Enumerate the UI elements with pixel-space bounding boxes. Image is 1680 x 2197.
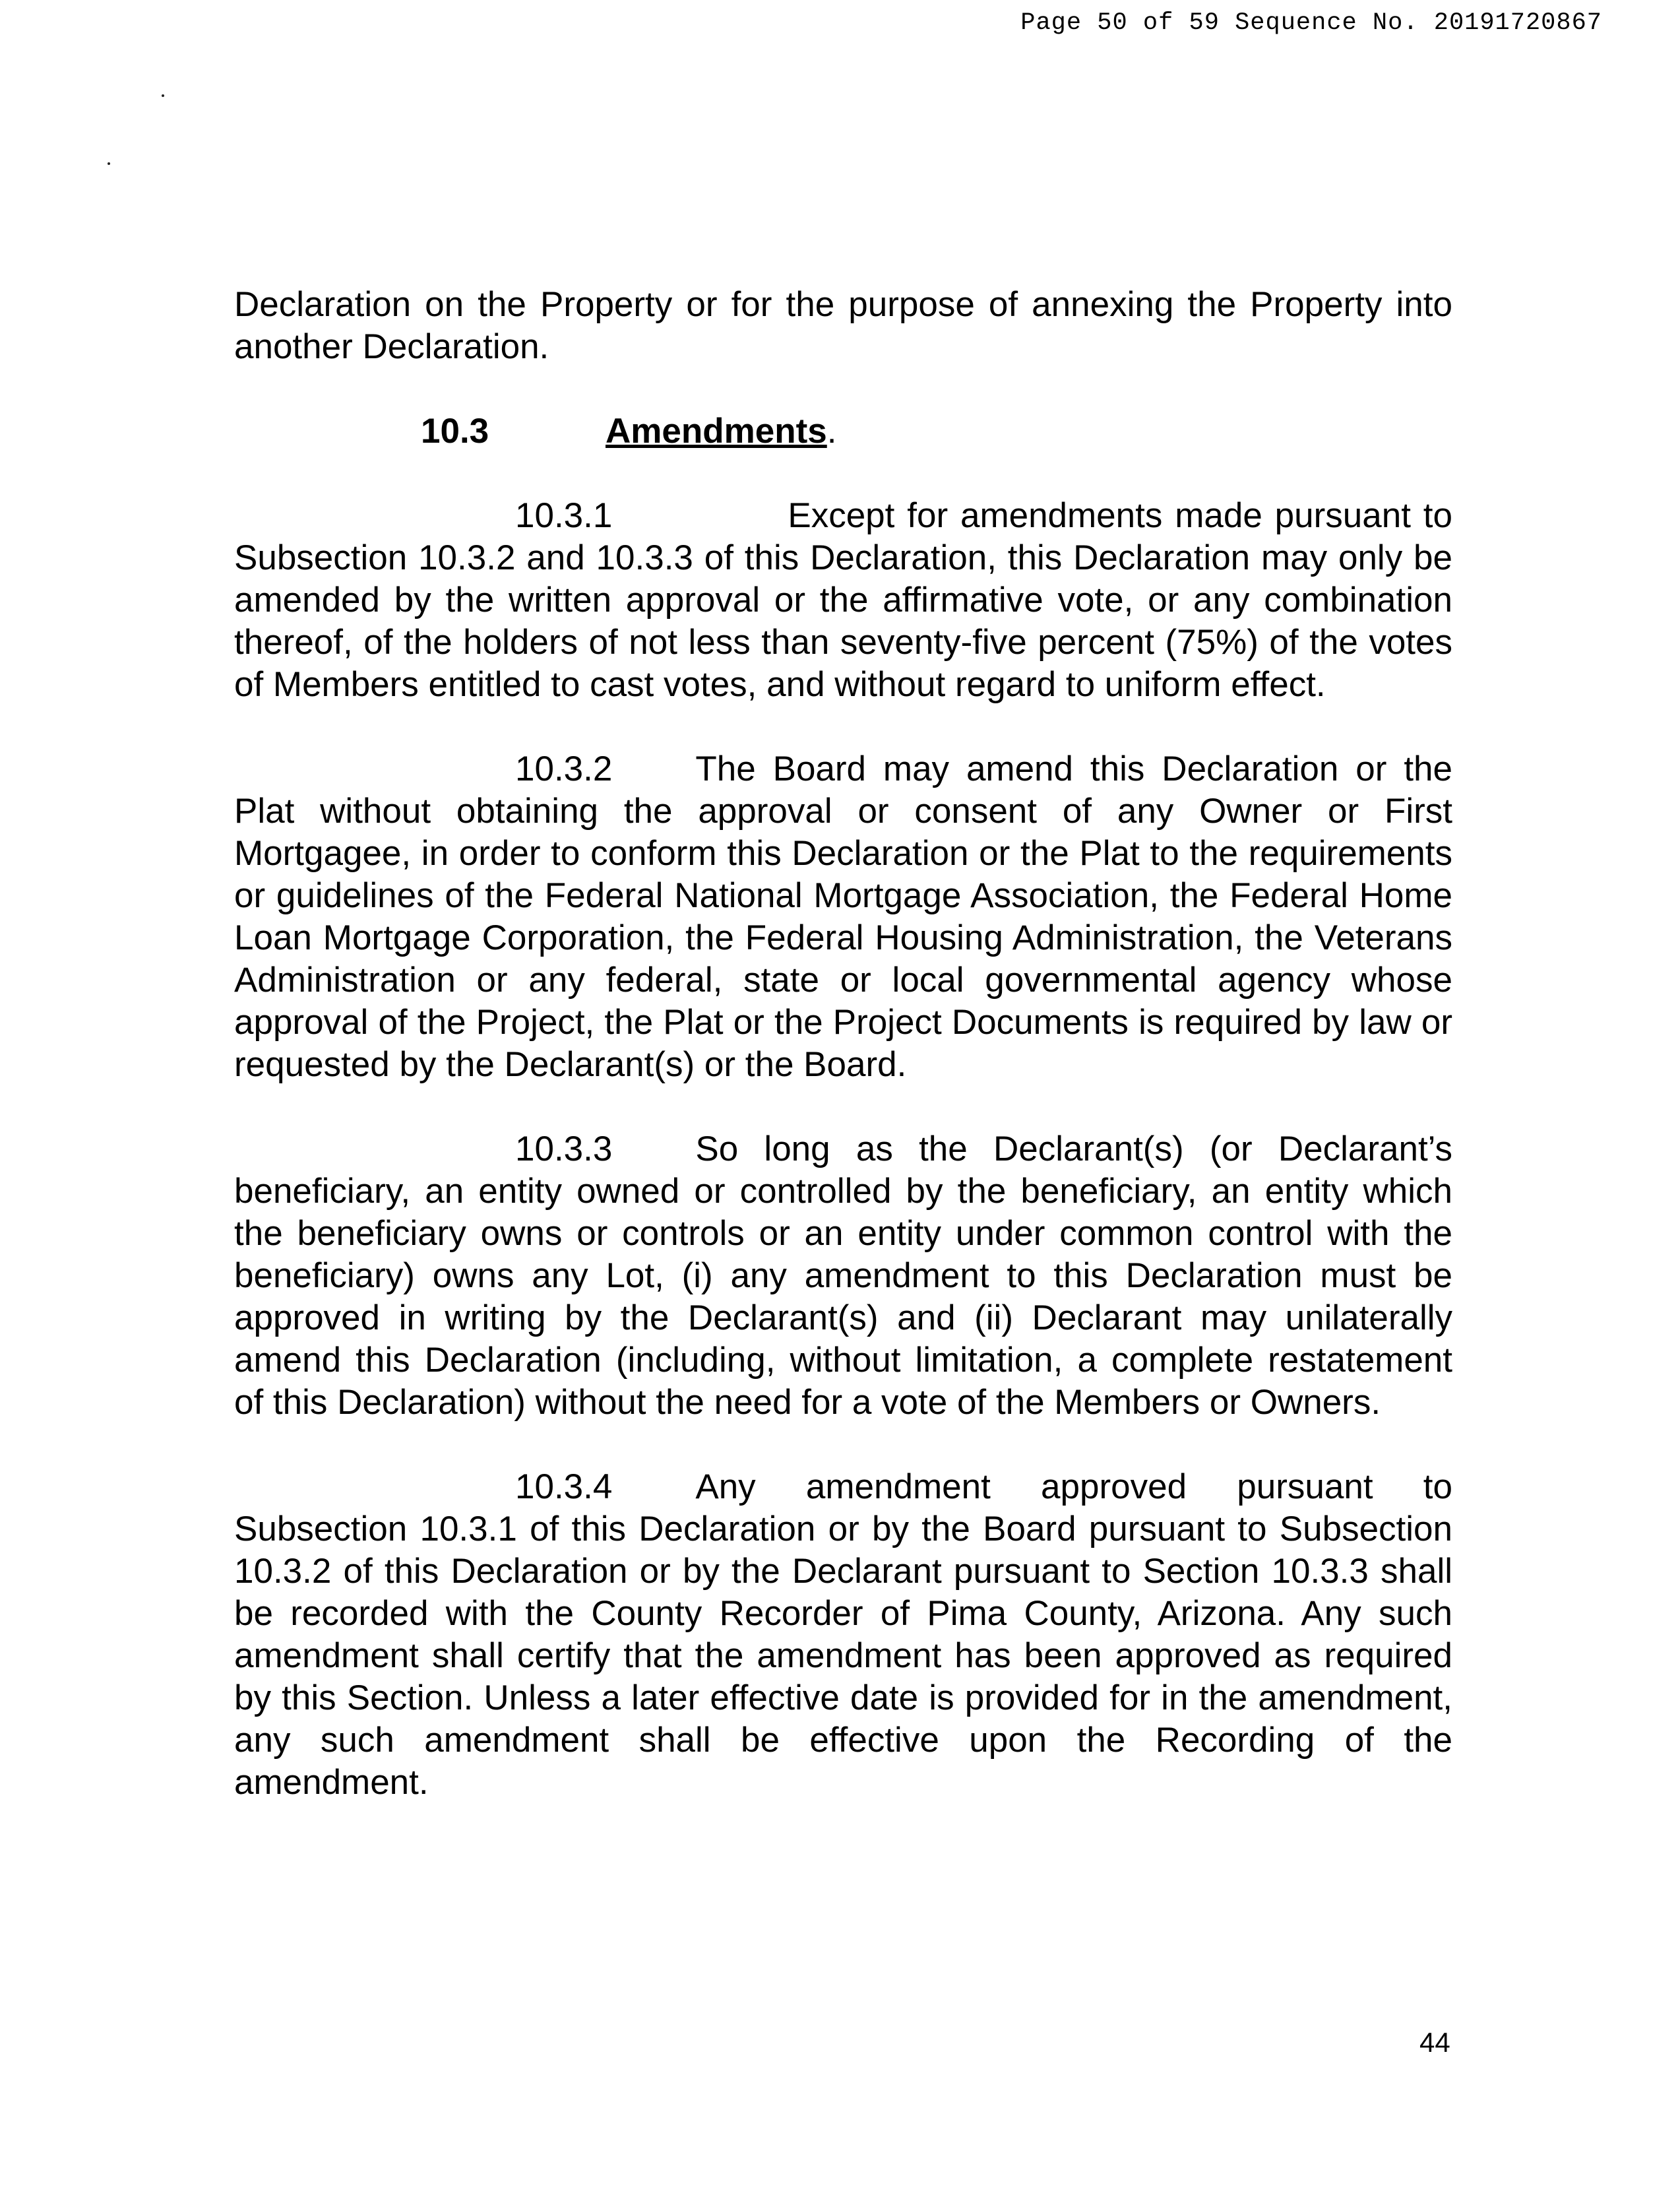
subsection-number: 10.3.3 — [515, 1130, 613, 1168]
subsection-text: The Board may amend this Declaration or the Plat without obtaining the approval or consent of any Owner or First Mortgagee, in order to conform this Declaration or the Plat to the requirements or guidelines of the Federal National Mortgage Association, the Federal Home Loan Mortgage Corporation, the Federal Housing Administration, the Veterans Administration or any federal, state or local governmental agency whose approval of the Project, the Plat or the Project Documents is required by law or requested by the Declarant(s) or the Board. — [234, 749, 1452, 1084]
subsection-paragraph — [234, 495, 1452, 706]
subsection-text: So long as the Declarant(s) (or Declarant’s beneficiary, an entity owned or controlled by the beneficiary, an entity which the beneficiary owns or controls or an entity under common control with the beneficiary) owns any Lot, (i) any amendment to this Declaration must be approved in writing by the Declarant(s) and (ii) Declarant may unilaterally amend this Declaration (including, without limitation, a complete restatement of this Declaration) without the need for a vote of the Members or Owners. — [234, 1130, 1452, 1422]
subsection-number: 10.3.2 — [515, 749, 613, 788]
subsection-paragraph — [234, 1466, 1452, 1804]
subsection-10-3-3 — [234, 1128, 1452, 1424]
scan-speck — [108, 162, 110, 165]
section-heading — [234, 410, 1452, 453]
subsection-number: 10.3.4 — [515, 1467, 613, 1506]
subsection-10-3-2 — [234, 748, 1452, 1086]
section-title-period: . — [826, 412, 837, 451]
page-sequence-stamp: Page 50 of 59 Sequence No. 20191720867 — [1020, 9, 1602, 37]
subsection-number: 10.3.1 — [515, 496, 613, 535]
page-number: 44 — [1419, 2027, 1450, 2058]
section-title: Amendments — [606, 412, 827, 451]
subsection-10-3-1 — [234, 495, 1452, 706]
scan-speck — [162, 94, 164, 97]
document-body — [234, 284, 1452, 1846]
section-number: 10.3 — [421, 412, 489, 451]
subsection-paragraph — [234, 748, 1452, 1086]
subsection-text: Except for amendments made pursuant to Subsection 10.3.2 and 10.3.3 of this Declaration, this Declaration may only be amended by the written approval or the affirmative vote, or any combination thereof, of the holders of not less than seventy-five percent (75%) of the votes of Members entitled to cast votes, and without regard to uniform effect. — [234, 496, 1452, 704]
subsection-text: Any amendment approved pursuant to Subsection 10.3.1 of this Declaration or by the Board pursuant to Subsection 10.3.2 of this Declaration or by the Declarant pursuant to Section 10.3.3 shall be recorded with the County Recorder of Pima County, Arizona. Any such amendment shall certify that the amendment has been approved as required by this Section. Unless a later effective date is provided for in the amendment, any such amendment shall be effective upon the Recording of the amendment. — [234, 1467, 1452, 1802]
intro-paragraph: Declaration on the Property or for the purpose of annexing the Property into another Declaration. — [234, 285, 1452, 366]
subsection-paragraph — [234, 1128, 1452, 1424]
subsection-10-3-4 — [234, 1466, 1452, 1804]
